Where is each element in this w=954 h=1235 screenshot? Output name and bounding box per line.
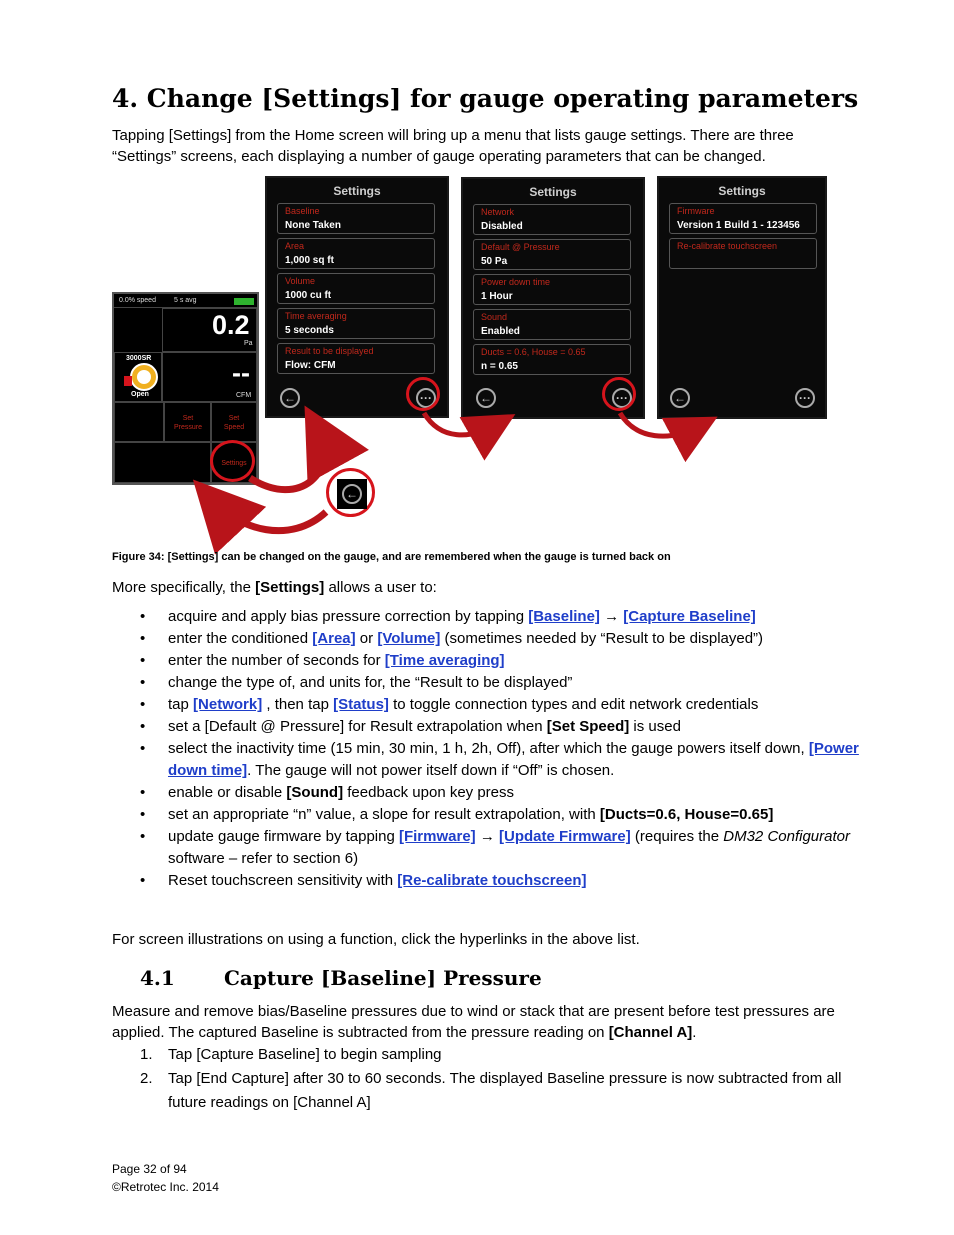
device-model: 3000SR [126, 355, 152, 362]
specifically-paragraph: More specifically, the [Settings] allows a user to: [112, 579, 437, 596]
list-item: • set an appropriate “n” value, a slope for result extrapolation, with [Ducts=0.6, House=0.65] [112, 804, 872, 826]
list-item: • set a [Default @ Pressure] for Result extrapolation when [Set Speed] is used [112, 716, 872, 738]
default-pressure-field[interactable]: Default @ Pressure 50 Pa [473, 239, 631, 270]
list-item: 1. Tap [Capture Baseline] to begin sampling [140, 1046, 442, 1063]
figure-caption: Figure 34: [Settings] can be changed on the gauge, and are remembered when the gauge is turned back on [112, 551, 671, 563]
screen-note: For screen illustrations on using a function, click the hyperlinks in the above list. [112, 931, 640, 948]
page-number: Page 32 of 94 [112, 1162, 187, 1176]
list-item: • enter the conditioned [Area] or [Volume] (sometimes needed by “Result to be displayed”) [112, 628, 872, 650]
list-item: 2. Tap [End Capture] after 30 to 60 seconds. The displayed Baseline pressure is now subtracted from all future readings on [Channel A] [140, 1070, 842, 1111]
list-item: • change the type of, and units for, the “Result to be displayed” [112, 672, 872, 694]
back-arrow-icon[interactable]: ← [280, 388, 300, 408]
more-icon[interactable]: ··· [795, 388, 815, 408]
baseline-link[interactable]: [Baseline] [528, 608, 600, 625]
status-link[interactable]: [Status] [333, 696, 389, 713]
list-item: • tap [Network] , then tap [Status] to toggle connection types and edit network credentials [112, 694, 872, 716]
recalibrate-field[interactable]: Re-calibrate touchscreen [669, 238, 817, 269]
volume-field[interactable]: Volume 1000 cu ft [277, 273, 435, 304]
set-speed-button[interactable]: Set Speed [223, 415, 245, 431]
firmware-link[interactable]: [Firmware] [398, 828, 476, 845]
flow-unit: CFM [236, 392, 252, 399]
recalibrate-link[interactable]: [Re-calibrate touchscreen] [397, 872, 587, 889]
area-field[interactable]: Area 1,000 sq ft [277, 238, 435, 269]
back-arrow-icon[interactable]: ← [476, 388, 496, 408]
firmware-field[interactable]: Firmware Version 1 Build 1 - 123456 [669, 203, 817, 234]
flow-arrows [0, 0, 954, 560]
list-item: • update gauge firmware by tapping [Firmware] → [Update Firmware] (requires the DM32 Configurator software – refer to section 6) [112, 826, 872, 870]
back-arrow-icon: ← [342, 484, 362, 504]
result-field[interactable]: Result to be displayed Flow: CFM [277, 343, 435, 374]
intro-paragraph: Tapping [Settings] from the Home screen will bring up a menu that lists gauge settings. There are three “Settings” screens, each displaying a number of gauge operating parameters that can be changed. [112, 127, 794, 165]
steps-list [112, 1043, 872, 1115]
time-averaging-field[interactable]: Time averaging 5 seconds [277, 308, 435, 339]
list-item: • enter the number of seconds for [Time averaging] [112, 650, 872, 672]
network-field[interactable]: Network Disabled [473, 204, 631, 235]
screen-title: Settings [529, 185, 577, 199]
section-heading: 4.1 Capture [Baseline] Pressure [140, 966, 542, 990]
arrow-screen2-to-screen3 [620, 413, 700, 436]
time-averaging-link[interactable]: [Time averaging] [384, 652, 505, 669]
list-item: • enable or disable [Sound] feedback upon key press [112, 782, 872, 804]
capture-baseline-link[interactable]: [Capture Baseline] [623, 608, 756, 625]
ring-state: Open [131, 391, 149, 398]
list-item: • Reset touchscreen sensitivity with [Re-calibrate touchscreen] [112, 870, 872, 892]
list-item: • acquire and apply bias pressure correction by tapping [Baseline] → [Capture Baseline] [112, 606, 872, 628]
power-down-link[interactable]: [Power down time] [168, 740, 859, 779]
section-intro: Measure and remove bias/Baseline pressures due to wind or stack that are present before test pressures are applied. The captured Baseline is subtracted from the pressure reading on [Channel A]. [112, 1003, 835, 1041]
arrow-home-to-screen1 [250, 430, 324, 490]
list-item: • select the inactivity time (15 min, 30 min, 1 h, 2h, Off), after which the gauge powers itself down, [Power down time]. The gauge will not power itself down if “Off” is chosen. [112, 738, 872, 782]
update-firmware-link[interactable]: [Update Firmware] [499, 828, 631, 845]
power-down-field[interactable]: Power down time 1 Hour [473, 274, 631, 305]
flow-value: -- [232, 358, 250, 388]
set-pressure-button[interactable]: Set Pressure [173, 415, 202, 431]
area-link[interactable]: [Area] [312, 630, 356, 647]
n-value-field[interactable]: Ducts = 0.6, House = 0.65 n = 0.65 [473, 344, 631, 375]
page-heading: 4. Change [Settings] for gauge operating parameters [112, 84, 859, 113]
baseline-field[interactable]: Baseline None Taken [277, 203, 435, 234]
arrow-screen1-to-screen2 [424, 413, 498, 435]
screen-title: Settings [333, 184, 381, 198]
avg-readout: 5 s avg [174, 297, 197, 304]
more-icon[interactable]: ··· [416, 388, 436, 408]
pressure-value: 0.2 [212, 310, 250, 340]
volume-link[interactable]: [Volume] [377, 630, 441, 647]
more-icon[interactable]: ··· [612, 388, 632, 408]
sound-field[interactable]: Sound Enabled [473, 309, 631, 340]
network-link[interactable]: [Network] [193, 696, 263, 713]
copyright: ©Retrotec Inc. 2014 [112, 1180, 219, 1194]
speed-readout: 0.0% speed [119, 297, 156, 304]
screen-title: Settings [718, 184, 766, 198]
arrow-back-to-home [212, 500, 326, 531]
page-footer [112, 1160, 219, 1196]
settings-list [112, 606, 872, 892]
settings-button[interactable]: Settings [221, 460, 247, 467]
back-arrow-icon[interactable]: ← [670, 388, 690, 408]
pressure-unit: Pa [244, 340, 253, 347]
